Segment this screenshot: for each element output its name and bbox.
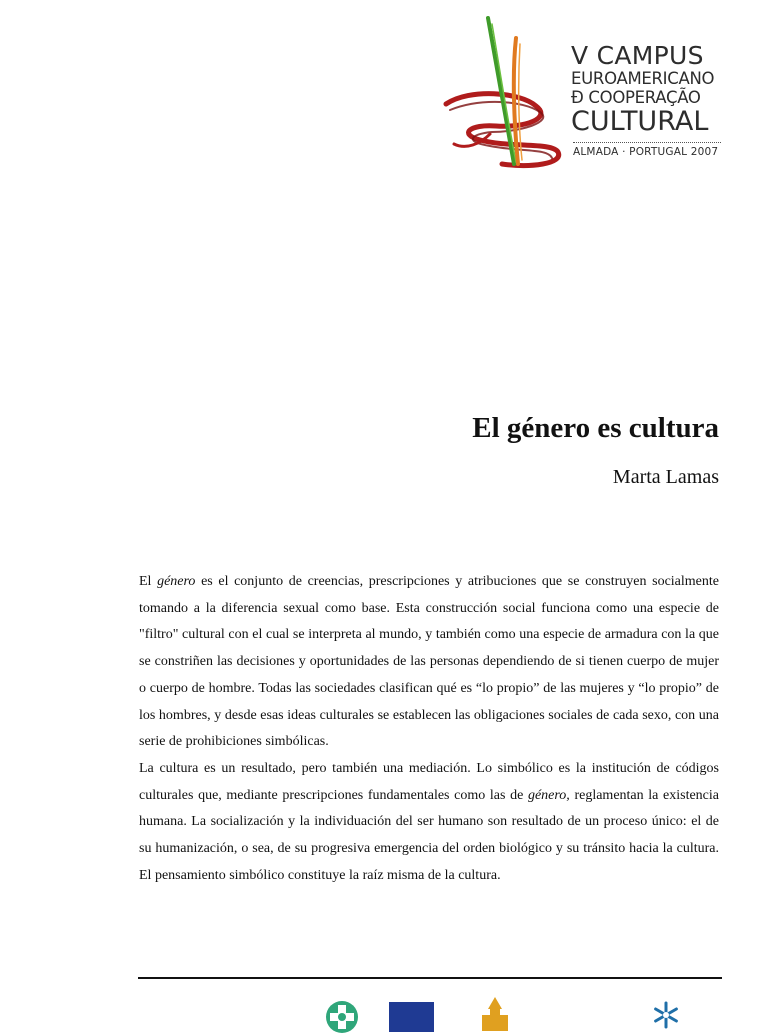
cross-logo-icon	[325, 1000, 359, 1034]
logo-line-1: V CAMPUS	[571, 41, 704, 70]
paragraph-1-italic-term: género	[157, 574, 196, 589]
paragraph-1-text-c: es el conjunto de creencias, prescripciones y atribuciones que se construyen socialmente tomando a la diferencia sexual como base. Esta construcción social funciona como una especie de "filtro" cultural con el cual se interpreta al mundo, y también como una especie de armadura con la que se constriñen las decisiones y oportunidades de las personas dependiendo de si tienen cuerpo de mujer o cuerpo de hombre. Todas las sociedades clasifican qué es “lo propio” de las mujeres y “lo propio” de los hombres, y desde esas ideas culturales se establecen las obligaciones sociales de cada sexo, con una serie de prohibiciones simbólicas.	[139, 574, 719, 750]
paragraph-1	[139, 569, 719, 756]
paragraph-2-italic-term: género,	[527, 787, 570, 803]
document-body	[139, 569, 719, 889]
tower-logo-icon	[478, 995, 512, 1031]
footer-divider	[138, 977, 722, 979]
logo-line-3: Ð CΟΟPERAÇÃO	[571, 88, 701, 107]
paragraph-2-text-c: reglamentan la existencia humana. La socialización y la individuación del ser humano son resultado de un proceso único: el de su humanización, o sea, de su progresiva emergencia del orden biológico y su tránsito hacia la cultura. El pensamiento simbólico constituye la raíz misma de la cultura.	[139, 787, 720, 883]
eu-flag-icon	[389, 1002, 434, 1032]
paragraph-2-text-a: La cultura es un resultado, pero también una mediación. Lo simbólico es la institución de códigos culturales que, mediante prescripciones fundamentales como las de	[139, 760, 719, 803]
paragraph-2	[139, 756, 719, 890]
campus-swirl-mark-icon	[440, 14, 565, 174]
campus-logo	[440, 14, 730, 174]
logo-dotted-divider	[573, 142, 721, 143]
logo-line-4: CULTURAL	[571, 106, 709, 137]
campus-logo-text	[571, 42, 731, 159]
paragraph-1-text-a: El	[139, 574, 158, 589]
logo-line-2: EUROAMERICANO	[571, 69, 715, 88]
logo-line-5: ALMADA · PORTUGAL 2007	[573, 146, 719, 158]
snowflake-logo-icon	[652, 1001, 680, 1029]
document-author: Marta Lamas	[612, 466, 719, 488]
document-title: El género es cultura	[472, 412, 719, 444]
